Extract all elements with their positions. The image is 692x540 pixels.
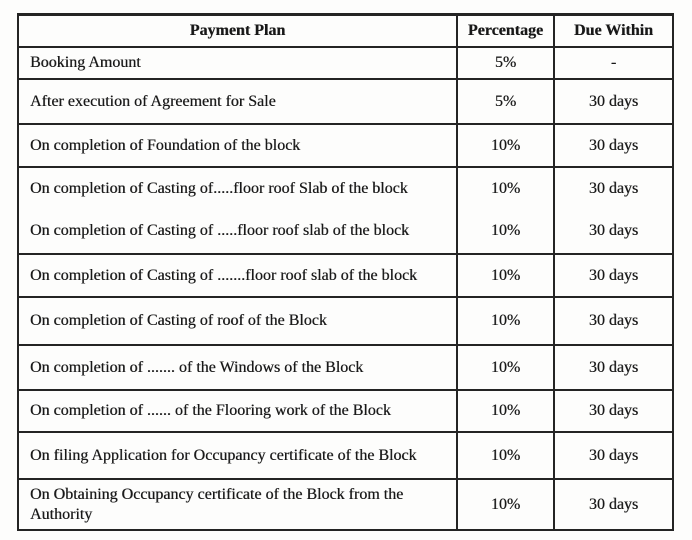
table-header-row bbox=[19, 16, 672, 46]
payment-plan-cell: On completion of Casting of .....floor roof slab of the block bbox=[30, 222, 410, 239]
table-row bbox=[19, 166, 672, 209]
percentage-cell: 10% bbox=[456, 125, 553, 166]
percentage-cell: 10% bbox=[456, 433, 553, 478]
due-within-cell: 30 days bbox=[553, 391, 672, 431]
due-within-cell: 30 days bbox=[553, 80, 672, 123]
due-within-cell: - bbox=[553, 48, 672, 78]
payment-plan-cell: On completion of Foundation of the block bbox=[30, 136, 301, 154]
percentage-cell: 10% bbox=[456, 255, 553, 296]
due-within-cell: 30 days bbox=[553, 433, 672, 478]
due-within-cell: 30 days bbox=[553, 480, 672, 530]
percentage-cell: 10% bbox=[456, 391, 553, 431]
due-within-cell: 30 days bbox=[553, 168, 672, 209]
column-header-due-within: Due Within bbox=[553, 16, 672, 46]
payment-plan-cell: On filing Application for Occupancy certificate of the Block bbox=[30, 446, 417, 464]
payment-plan-table bbox=[17, 13, 674, 531]
due-within-cell: 30 days bbox=[553, 125, 672, 166]
column-header-payment-plan: Payment Plan bbox=[189, 22, 286, 39]
percentage-cell: 10% bbox=[456, 168, 553, 209]
percentage-cell: 10% bbox=[456, 346, 553, 389]
payment-plan-cell: On completion of ...... of the Flooring work of the Block bbox=[30, 402, 391, 419]
payment-plan-cell: After execution of Agreement for Sale bbox=[30, 92, 276, 110]
table-row bbox=[19, 478, 672, 530]
table-row bbox=[19, 389, 672, 431]
due-within-cell: 30 days bbox=[553, 298, 672, 344]
payment-plan-cell: On Obtaining Occupancy certificate of the Block from the Authority bbox=[30, 486, 404, 523]
payment-plan-cell: Booking Amount bbox=[30, 54, 141, 71]
payment-plan-cell: On completion of Casting of .......floor roof slab of the block bbox=[30, 266, 418, 284]
payment-plan-cell: On completion of Casting of.....floor roof Slab of the block bbox=[30, 179, 408, 197]
percentage-cell: 5% bbox=[456, 80, 553, 123]
payment-plan-cell: On completion of ....... of the Windows of the Block bbox=[30, 358, 364, 376]
table-row bbox=[19, 209, 672, 253]
due-within-cell: 30 days bbox=[553, 255, 672, 296]
payment-plan-cell: On completion of Casting of roof of the Block bbox=[30, 312, 327, 329]
percentage-cell: 10% bbox=[456, 480, 553, 530]
percentage-cell: 10% bbox=[456, 298, 553, 344]
percentage-cell: 5% bbox=[456, 48, 553, 78]
table-row bbox=[19, 431, 672, 478]
table-row bbox=[19, 344, 672, 389]
table-row bbox=[19, 296, 672, 344]
due-within-cell: 30 days bbox=[553, 209, 672, 253]
table-row bbox=[19, 46, 672, 78]
column-header-percentage: Percentage bbox=[456, 16, 553, 46]
table-row bbox=[19, 78, 672, 123]
table-row bbox=[19, 123, 672, 166]
percentage-cell: 10% bbox=[456, 209, 553, 253]
table-row bbox=[19, 253, 672, 296]
due-within-cell: 30 days bbox=[553, 346, 672, 389]
